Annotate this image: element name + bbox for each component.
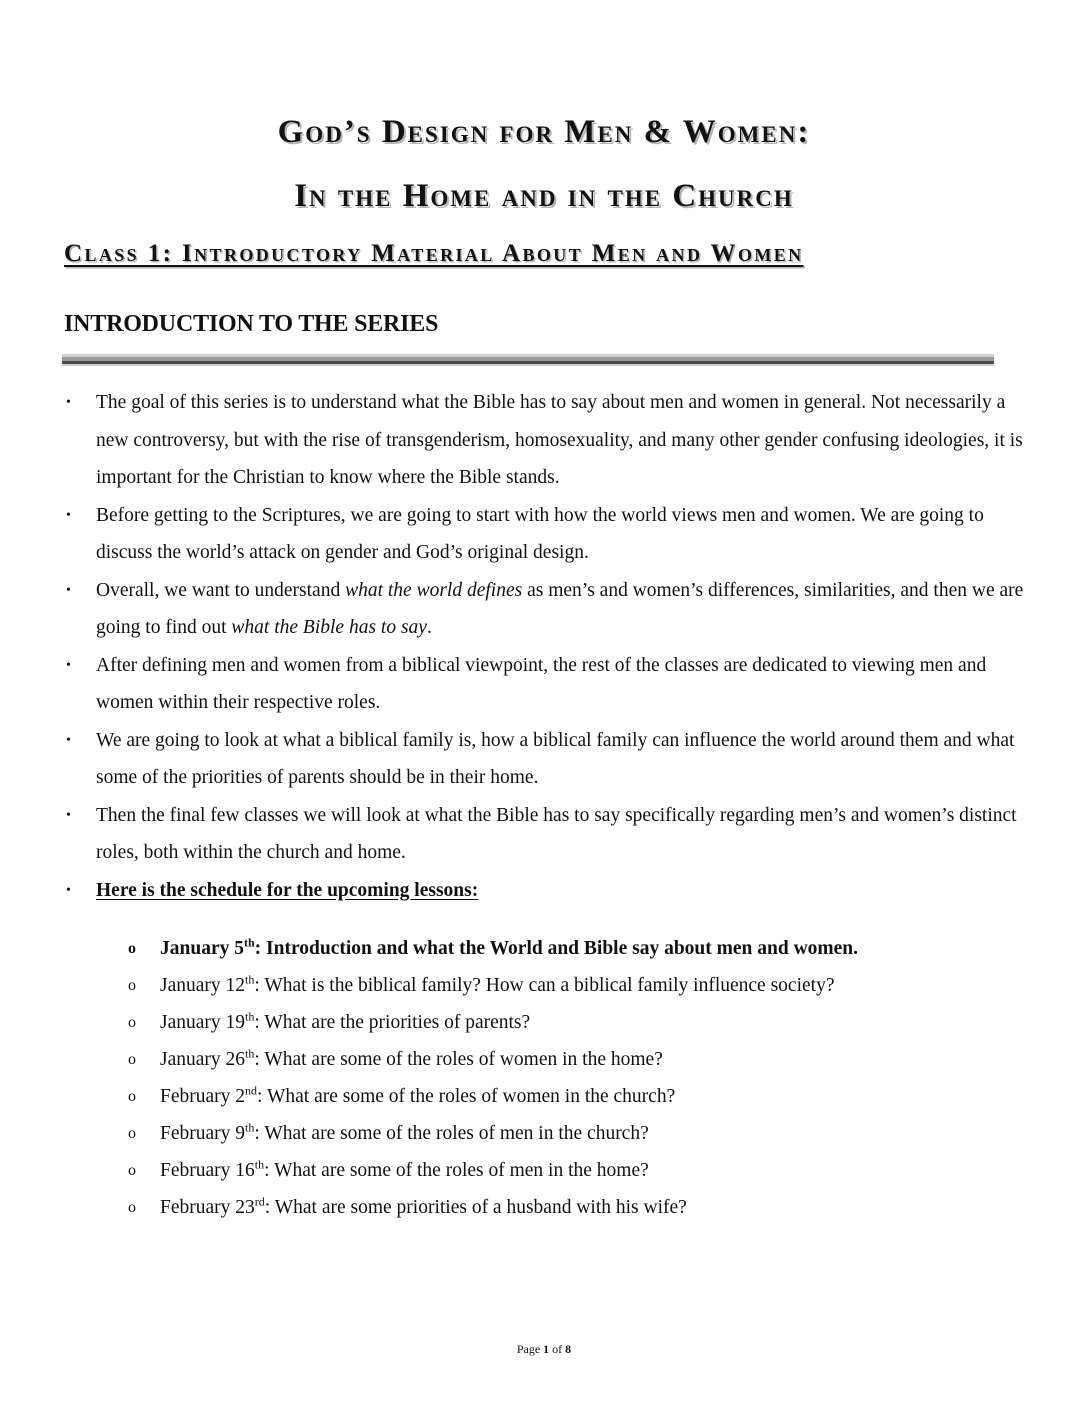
date-suffix: rd xyxy=(254,1194,265,1209)
date-suffix: th xyxy=(243,935,255,950)
schedule-date: January 19 xyxy=(160,1012,246,1033)
sub-bullet-marker: o xyxy=(128,1199,136,1216)
schedule-item xyxy=(0,967,1088,1004)
bullet-emphasis: what the Bible has to say xyxy=(231,617,427,638)
of-label: of xyxy=(552,1342,563,1356)
bullet-marker: • xyxy=(66,582,71,598)
schedule-topic: : Introduction and what the World and Bible say about men and women. xyxy=(254,938,859,959)
bullet-text: Before getting to the Scriptures, we are going to start with how the world views men and women. We are going to discuss the world’s attack on gender and God’s original design. xyxy=(96,504,984,563)
list-item xyxy=(0,872,1088,910)
sub-bullet-marker: o xyxy=(128,977,136,994)
bullet-text: Then the final few classes we will look at what the Bible has to say specifically regarding men’s and women’s distinct roles, both within the church and home. xyxy=(96,804,1017,863)
list-item xyxy=(0,797,1088,872)
bullet-marker: • xyxy=(66,882,71,898)
schedule-item xyxy=(0,1078,1088,1115)
schedule-topic: : What are some of the roles of women in the home? xyxy=(254,1049,663,1070)
class-heading: Class 1: Introductory Material About Men and Women xyxy=(64,240,804,267)
schedule-date: February 9 xyxy=(160,1123,246,1144)
date-suffix: th xyxy=(245,1009,255,1024)
date-suffix: th xyxy=(245,1120,255,1135)
page-number: 1 xyxy=(543,1342,550,1356)
bullet-marker: • xyxy=(66,657,71,673)
schedule-topic: : What are some of the roles of women in the church? xyxy=(257,1086,676,1107)
sub-bullet-marker: o xyxy=(128,1125,136,1142)
intro-bullet-list xyxy=(0,384,1088,909)
schedule-item xyxy=(0,1189,1088,1226)
page-total: 8 xyxy=(565,1342,572,1356)
schedule-list xyxy=(0,930,1088,1226)
schedule-date: January 12 xyxy=(160,975,246,996)
bullet-marker: • xyxy=(66,507,71,523)
schedule-topic: : What are some priorities of a husband with his wife? xyxy=(264,1197,687,1218)
document-title-line-1: God’s Design for Men & Women: xyxy=(277,114,811,150)
schedule-item xyxy=(0,930,1088,967)
bullet-emphasis: what the world defines xyxy=(345,579,523,601)
bullet-marker: • xyxy=(66,395,71,410)
list-item xyxy=(0,497,1088,572)
sub-bullet-marker: o xyxy=(128,940,136,957)
date-suffix: th xyxy=(245,1046,255,1061)
schedule-item xyxy=(0,1115,1088,1152)
section-divider xyxy=(62,354,994,366)
page-footer xyxy=(0,1342,1088,1357)
schedule-date: January 26 xyxy=(160,1049,246,1070)
date-suffix: th xyxy=(245,972,255,987)
schedule-topic: : What is the biblical family? How can a biblical family influence society? xyxy=(254,975,835,996)
bullet-text: The goal of this series is to understand what the Bible has to say about men and women in general. Not necessarily a new controversy, but with the rise of transgenderism, homosexuality, and many other gender confusing ideologies, it is important for the Christian to know where the Bible stands. xyxy=(96,392,1023,488)
bullet-text-part: as men’s and women’s differences, similarities, and then we are going to find out xyxy=(96,579,1024,638)
schedule-item xyxy=(0,1041,1088,1078)
date-suffix: th xyxy=(254,1157,265,1172)
sub-bullet-marker: o xyxy=(128,1088,136,1105)
schedule-date: February 2 xyxy=(160,1086,246,1107)
bullet-text-part: Overall, we want to understand xyxy=(96,579,346,601)
list-item xyxy=(0,572,1088,647)
page-label: Page xyxy=(516,1342,541,1356)
bullet-text-part: . xyxy=(426,617,432,638)
list-item xyxy=(0,384,1088,497)
sub-bullet-marker: o xyxy=(128,1014,136,1031)
bullet-marker: • xyxy=(66,807,71,823)
date-suffix: nd xyxy=(245,1083,258,1098)
schedule-date: January 5 xyxy=(160,938,244,959)
bullet-marker: • xyxy=(66,732,71,748)
schedule-topic: : What are some of the roles of men in the home? xyxy=(264,1160,649,1181)
schedule-item xyxy=(0,1004,1088,1041)
schedule-date: February 16 xyxy=(160,1160,255,1181)
document-title-line-2: In the Home and in the Church xyxy=(294,178,794,214)
schedule-topic: : What are some of the roles of men in the church? xyxy=(254,1123,649,1144)
bullet-text: We are going to look at what a biblical family is, how a biblical family can influence the world around them and what some of the priorities of parents should be in their home. xyxy=(96,729,1015,788)
sub-bullet-marker: o xyxy=(128,1162,136,1179)
schedule-item xyxy=(0,1152,1088,1189)
list-item xyxy=(0,722,1088,797)
sub-bullet-marker: o xyxy=(128,1051,136,1068)
list-item xyxy=(0,647,1088,722)
bullet-text: After defining men and women from a biblical viewpoint, the rest of the classes are dedicated to viewing men and women within their respective roles. xyxy=(96,654,987,713)
section-heading: INTRODUCTION TO THE SERIES xyxy=(64,311,439,337)
schedule-topic: : What are the priorities of parents? xyxy=(254,1012,531,1033)
schedule-date: February 23 xyxy=(160,1197,255,1218)
schedule-heading: Here is the schedule for the upcoming lessons: xyxy=(96,879,479,901)
